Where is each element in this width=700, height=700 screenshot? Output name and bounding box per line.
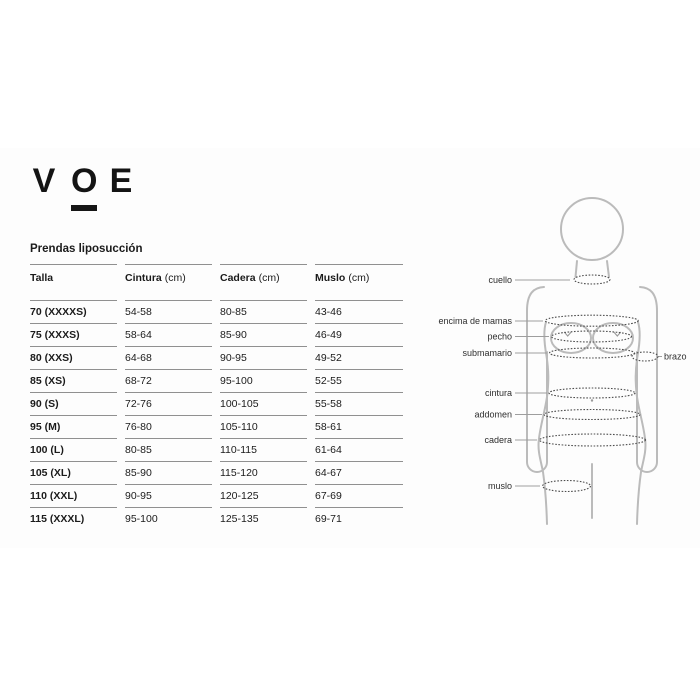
brazo-measure-line (632, 352, 658, 361)
column-header-label: Talla (30, 272, 54, 284)
muslo-cell: 46-49 (315, 323, 403, 346)
cuello-measure-line (574, 275, 610, 284)
talla-cell: 80 (XXS) (30, 346, 117, 369)
cadera-cell: 85-90 (220, 323, 307, 346)
muslo-cell: 67-69 (315, 484, 403, 507)
column-header-cintura (125, 264, 212, 300)
navel-mark (591, 399, 593, 401)
diagram-labels (438, 275, 686, 491)
talla-cell: 85 (XS) (30, 369, 117, 392)
column-header-cadera (220, 264, 307, 300)
cadera-cell: 90-95 (220, 346, 307, 369)
muslo-cell: 55-58 (315, 392, 403, 415)
talla-cell: 95 (M) (30, 415, 117, 438)
neck-outline (576, 261, 578, 277)
cadera-cell: 105-110 (220, 415, 307, 438)
brand-logo-underline (71, 205, 97, 211)
muslo-cell: 49-52 (315, 346, 403, 369)
talla-cell: 105 (XL) (30, 461, 117, 484)
cadera-cell: 110-115 (220, 438, 307, 461)
cintura-cell: 64-68 (125, 346, 212, 369)
head-outline (561, 198, 623, 260)
body-measurement-diagram (430, 180, 690, 540)
section-title: Prendas liposucción (30, 243, 143, 255)
label-pecho: pecho (487, 331, 512, 342)
column-header-unit: (cm) (258, 272, 280, 284)
muslo-measure-line (543, 481, 591, 492)
column-header-label: Muslo (315, 272, 346, 284)
column-header-label: Cadera (220, 272, 256, 284)
cadera-cell: 115-120 (220, 461, 307, 484)
cadera-cell: 125-135 (220, 507, 307, 530)
label-addomen: addomen (474, 409, 512, 420)
cintura-cell: 54-58 (125, 300, 212, 323)
measurement-lines (540, 275, 659, 492)
column-header-muslo (315, 264, 403, 300)
neck-outline (607, 261, 609, 277)
muslo-cell: 61-64 (315, 438, 403, 461)
column-header-label: Cintura (125, 272, 162, 284)
brand-logo-letters (28, 164, 138, 198)
cadera-cell: 100-105 (220, 392, 307, 415)
cintura-cell: 85-90 (125, 461, 212, 484)
muslo-cell: 58-61 (315, 415, 403, 438)
label-brazo: brazo (664, 351, 687, 362)
cintura-cell: 58-64 (125, 323, 212, 346)
cadera-measure-line (540, 434, 646, 446)
leader-lines (515, 280, 662, 486)
label-cuello: cuello (488, 275, 512, 285)
label-submamario: submamario (462, 348, 512, 358)
brand-logo (28, 164, 138, 214)
muslo-cell: 64-67 (315, 461, 403, 484)
label-encima-de-mamas: encima de mamas (438, 316, 512, 326)
column-header-unit: (cm) (164, 272, 186, 284)
brand-letter-e: E (109, 162, 133, 200)
talla-cell: 115 (XXXL) (30, 507, 117, 530)
body-outline (527, 198, 657, 524)
cintura-measure-line (549, 388, 635, 398)
label-cintura: cintura (484, 388, 512, 398)
muslo-cell: 69-71 (315, 507, 403, 530)
brand-letter-v: V (32, 162, 56, 200)
cintura-cell: 68-72 (125, 369, 212, 392)
submamario-measure-line (550, 348, 635, 358)
addomen-measure-line (544, 410, 640, 420)
left-arm-outline (527, 287, 547, 472)
cadera-cell: 80-85 (220, 300, 307, 323)
cintura-cell: 95-100 (125, 507, 212, 530)
cintura-cell: 80-85 (125, 438, 212, 461)
cintura-cell: 76-80 (125, 415, 212, 438)
cadera-cell: 95-100 (220, 369, 307, 392)
label-cadera: cadera (484, 435, 512, 445)
size-table (30, 264, 403, 530)
cadera-cell: 120-125 (220, 484, 307, 507)
right-arm-outline (637, 287, 657, 472)
talla-cell: 100 (L) (30, 438, 117, 461)
column-header-talla (30, 264, 117, 300)
talla-cell: 110 (XXL) (30, 484, 117, 507)
cintura-cell: 72-76 (125, 392, 212, 415)
brand-letter-o: O (71, 162, 98, 200)
muslo-cell: 43-46 (315, 300, 403, 323)
talla-cell: 90 (S) (30, 392, 117, 415)
cintura-cell: 90-95 (125, 484, 212, 507)
label-muslo: muslo (487, 481, 512, 491)
talla-cell: 70 (XXXXS) (30, 300, 117, 323)
column-header-unit: (cm) (348, 272, 370, 284)
talla-cell: 75 (XXXS) (30, 323, 117, 346)
muslo-cell: 52-55 (315, 369, 403, 392)
